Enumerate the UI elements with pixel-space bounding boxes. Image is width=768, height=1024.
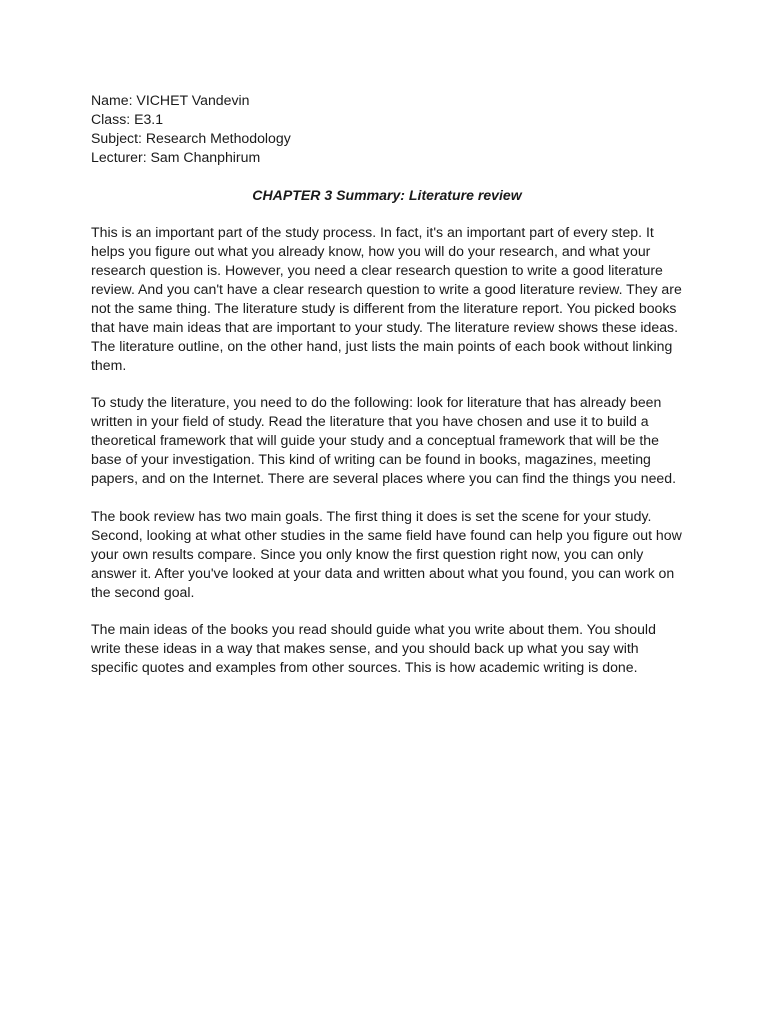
header-block [91, 91, 683, 167]
student-class: Class: E3.1 [91, 110, 164, 127]
paragraph-1: This is an important part of the study process. In fact, it's an important part of every step. It helps you figure out what you already know, how you will do your research, and what your research question is. However, you need a clear research question to write a good literature review. And you can't have a clear research question to write a good literature review. They are not the same thing. The literature study is different from the literature report. You picked books that have main ideas that are important to your study. The literature review shows these ideas. The literature outline, on the other hand, just lists the main points of each book without linking them. [91, 224, 682, 373]
paragraph-4: The main ideas of the books you read should guide what you write about them. You should write these ideas in a way that makes sense, and you should back up what you say with specific quotes and examples from other sources. This is how academic writing is done. [91, 621, 656, 676]
lecturer-line: Lecturer: Sam Chanphirum [91, 148, 261, 165]
document-body [91, 91, 683, 677]
paragraph-3: The book review has two main goals. The first thing it does is set the scene for your study. Second, looking at what other studies in the same field have found can help you figure out how your own results compare. Since you only know the first question right now, you can only answer it. After you've looked at your data and written about what you found, you can work on the second goal. [91, 507, 682, 600]
subject-line: Subject: Research Methodology [91, 129, 291, 146]
student-name: Name: VICHET Vandevin [91, 92, 250, 108]
paragraph-2: To study the literature, you need to do the following: look for literature that has already been written in your field of study. Read the literature that you have chosen and use it to build a theoretical framework that will guide your study and a conceptual framework that will be the base of your investigation. This kind of writing can be found in books, magazines, meeting papers, and on the Internet. There are several places where you can find the things you need. [91, 394, 677, 487]
document-title: CHAPTER 3 Summary: Literature review [252, 186, 522, 203]
